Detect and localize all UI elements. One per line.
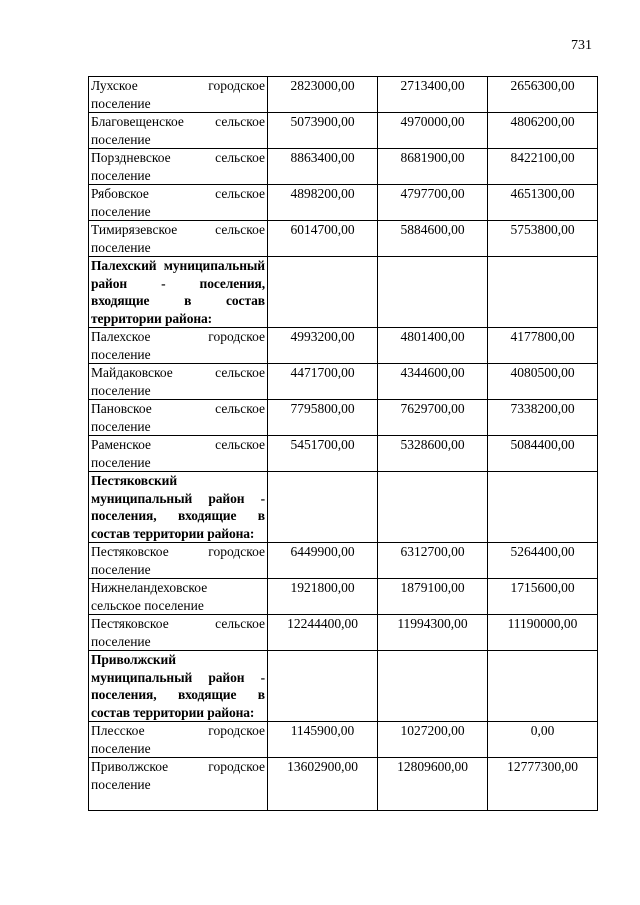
- settlement-name-line1: Порздневское сельское: [91, 150, 265, 165]
- value-cell-1: 4898200,00: [268, 185, 378, 221]
- settlement-name-line2: поселение: [91, 740, 151, 756]
- value-cell-2: 4801400,00: [378, 328, 488, 364]
- settlement-name-line1: Палехское городское: [91, 329, 265, 344]
- empty-cell: [488, 472, 598, 543]
- settlement-name-cell: [89, 579, 268, 615]
- settlement-name-line2: поселение: [91, 776, 151, 792]
- table-row: [89, 185, 598, 221]
- value-cell-3: 4177800,00: [488, 328, 598, 364]
- value-cell-3: 11190000,00: [488, 615, 598, 651]
- value-cell-3: 0,00: [488, 722, 598, 758]
- table-row: [89, 543, 598, 579]
- value-cell-3: 5753800,00: [488, 221, 598, 257]
- settlement-name-line1: Пестяковское городское: [91, 544, 265, 559]
- value-cell-2: 1027200,00: [378, 722, 488, 758]
- budget-table: [88, 76, 598, 811]
- value-cell-2: 8681900,00: [378, 149, 488, 185]
- value-cell-2: 4797700,00: [378, 185, 488, 221]
- table-row: [89, 221, 598, 257]
- value-cell-3: 5264400,00: [488, 543, 598, 579]
- value-cell-1: 4471700,00: [268, 364, 378, 400]
- settlement-name-line1: Лухское городское: [91, 78, 265, 93]
- settlement-name-cell: [89, 615, 268, 651]
- settlement-name-line1: Благовещенское сельское: [91, 114, 265, 129]
- settlement-name-line2: поселение: [91, 346, 151, 362]
- value-cell-3: 4651300,00: [488, 185, 598, 221]
- settlement-name-line1: Майдаковское сельское: [91, 365, 265, 380]
- value-cell-1: 6449900,00: [268, 543, 378, 579]
- value-cell-1: 5451700,00: [268, 436, 378, 472]
- settlement-name-cell: [89, 77, 268, 113]
- budget-table-body: [89, 77, 598, 811]
- value-cell-1: 8863400,00: [268, 149, 378, 185]
- district-header-row: [89, 257, 598, 328]
- value-cell-3: 12777300,00: [488, 758, 598, 811]
- empty-cell: [488, 651, 598, 722]
- settlement-name-line2: поселение: [91, 95, 151, 111]
- table-row: [89, 400, 598, 436]
- empty-cell: [378, 651, 488, 722]
- value-cell-3: 7338200,00: [488, 400, 598, 436]
- settlement-name-line2: поселение: [91, 203, 151, 219]
- value-cell-3: 1715600,00: [488, 579, 598, 615]
- value-cell-2: 11994300,00: [378, 615, 488, 651]
- district-header-row: [89, 651, 598, 722]
- value-cell-2: 7629700,00: [378, 400, 488, 436]
- settlement-name-cell: [89, 400, 268, 436]
- value-cell-3: 2656300,00: [488, 77, 598, 113]
- table-row: [89, 113, 598, 149]
- empty-cell: [268, 257, 378, 328]
- settlement-name-cell: [89, 185, 268, 221]
- settlement-name-line2: поселение: [91, 561, 151, 577]
- table-row: [89, 149, 598, 185]
- value-cell-1: 1145900,00: [268, 722, 378, 758]
- page-number: 731: [571, 38, 592, 53]
- settlement-name-cell: [89, 221, 268, 257]
- value-cell-1: 6014700,00: [268, 221, 378, 257]
- settlement-name-cell: [89, 758, 268, 811]
- empty-cell: [268, 472, 378, 543]
- settlement-name-cell: [89, 722, 268, 758]
- settlement-name-cell: [89, 436, 268, 472]
- settlement-name-line1: Плесское городское: [91, 723, 265, 738]
- settlement-name-line2: поселение: [91, 167, 151, 183]
- district-name-cell: Приволжский муниципальный район - поселения, входящие в состав территории района:: [89, 651, 268, 722]
- value-cell-1: 4993200,00: [268, 328, 378, 364]
- district-name-cell: Палехский муниципальный район - поселения, входящие в состав территории района:: [89, 257, 268, 328]
- district-name-cell: Пестяковский муниципальный район - поселения, входящие в состав территории района:: [89, 472, 268, 543]
- value-cell-2: 12809600,00: [378, 758, 488, 811]
- table-row: [89, 364, 598, 400]
- table-row: [89, 328, 598, 364]
- settlement-name-line2: поселение: [91, 382, 151, 398]
- table-row: [89, 77, 598, 113]
- table-row: [89, 758, 598, 811]
- value-cell-1: 12244400,00: [268, 615, 378, 651]
- value-cell-2: 4970000,00: [378, 113, 488, 149]
- settlement-name-cell: [89, 543, 268, 579]
- value-cell-1: 2823000,00: [268, 77, 378, 113]
- settlement-name-cell: [89, 149, 268, 185]
- settlement-name-line2: сельское поселение: [91, 597, 204, 613]
- empty-cell: [378, 257, 488, 328]
- value-cell-2: 1879100,00: [378, 579, 488, 615]
- value-cell-1: 13602900,00: [268, 758, 378, 811]
- table-row: [89, 722, 598, 758]
- value-cell-3: 4080500,00: [488, 364, 598, 400]
- settlement-name-line1: Рябовское сельское: [91, 186, 265, 201]
- district-header-row: [89, 472, 598, 543]
- settlement-name-line1: Приволжское городское: [91, 759, 265, 774]
- value-cell-3: 4806200,00: [488, 113, 598, 149]
- value-cell-2: 5884600,00: [378, 221, 488, 257]
- value-cell-2: 2713400,00: [378, 77, 488, 113]
- settlement-name-line1: Нижнеландеховское: [91, 580, 208, 595]
- value-cell-2: 4344600,00: [378, 364, 488, 400]
- empty-cell: [488, 257, 598, 328]
- value-cell-1: 5073900,00: [268, 113, 378, 149]
- settlement-name-cell: [89, 113, 268, 149]
- value-cell-2: 6312700,00: [378, 543, 488, 579]
- table-row: [89, 436, 598, 472]
- value-cell-2: 5328600,00: [378, 436, 488, 472]
- settlement-name-cell: [89, 364, 268, 400]
- settlement-name-line2: поселение: [91, 633, 151, 649]
- settlement-name-line2: поселение: [91, 131, 151, 147]
- empty-cell: [378, 472, 488, 543]
- table-row: [89, 615, 598, 651]
- settlement-name-line1: Пановское сельское: [91, 401, 265, 416]
- settlement-name-line2: поселение: [91, 239, 151, 255]
- table-row: [89, 579, 598, 615]
- value-cell-3: 5084400,00: [488, 436, 598, 472]
- settlement-name-line1: Раменское сельское: [91, 437, 265, 452]
- value-cell-3: 8422100,00: [488, 149, 598, 185]
- settlement-name-cell: [89, 328, 268, 364]
- value-cell-1: 1921800,00: [268, 579, 378, 615]
- empty-cell: [268, 651, 378, 722]
- settlement-name-line2: поселение: [91, 454, 151, 470]
- settlement-name-line1: Тимирязевское сельское: [91, 222, 265, 237]
- settlement-name-line2: поселение: [91, 418, 151, 434]
- value-cell-1: 7795800,00: [268, 400, 378, 436]
- settlement-name-line1: Пестяковское сельское: [91, 616, 265, 631]
